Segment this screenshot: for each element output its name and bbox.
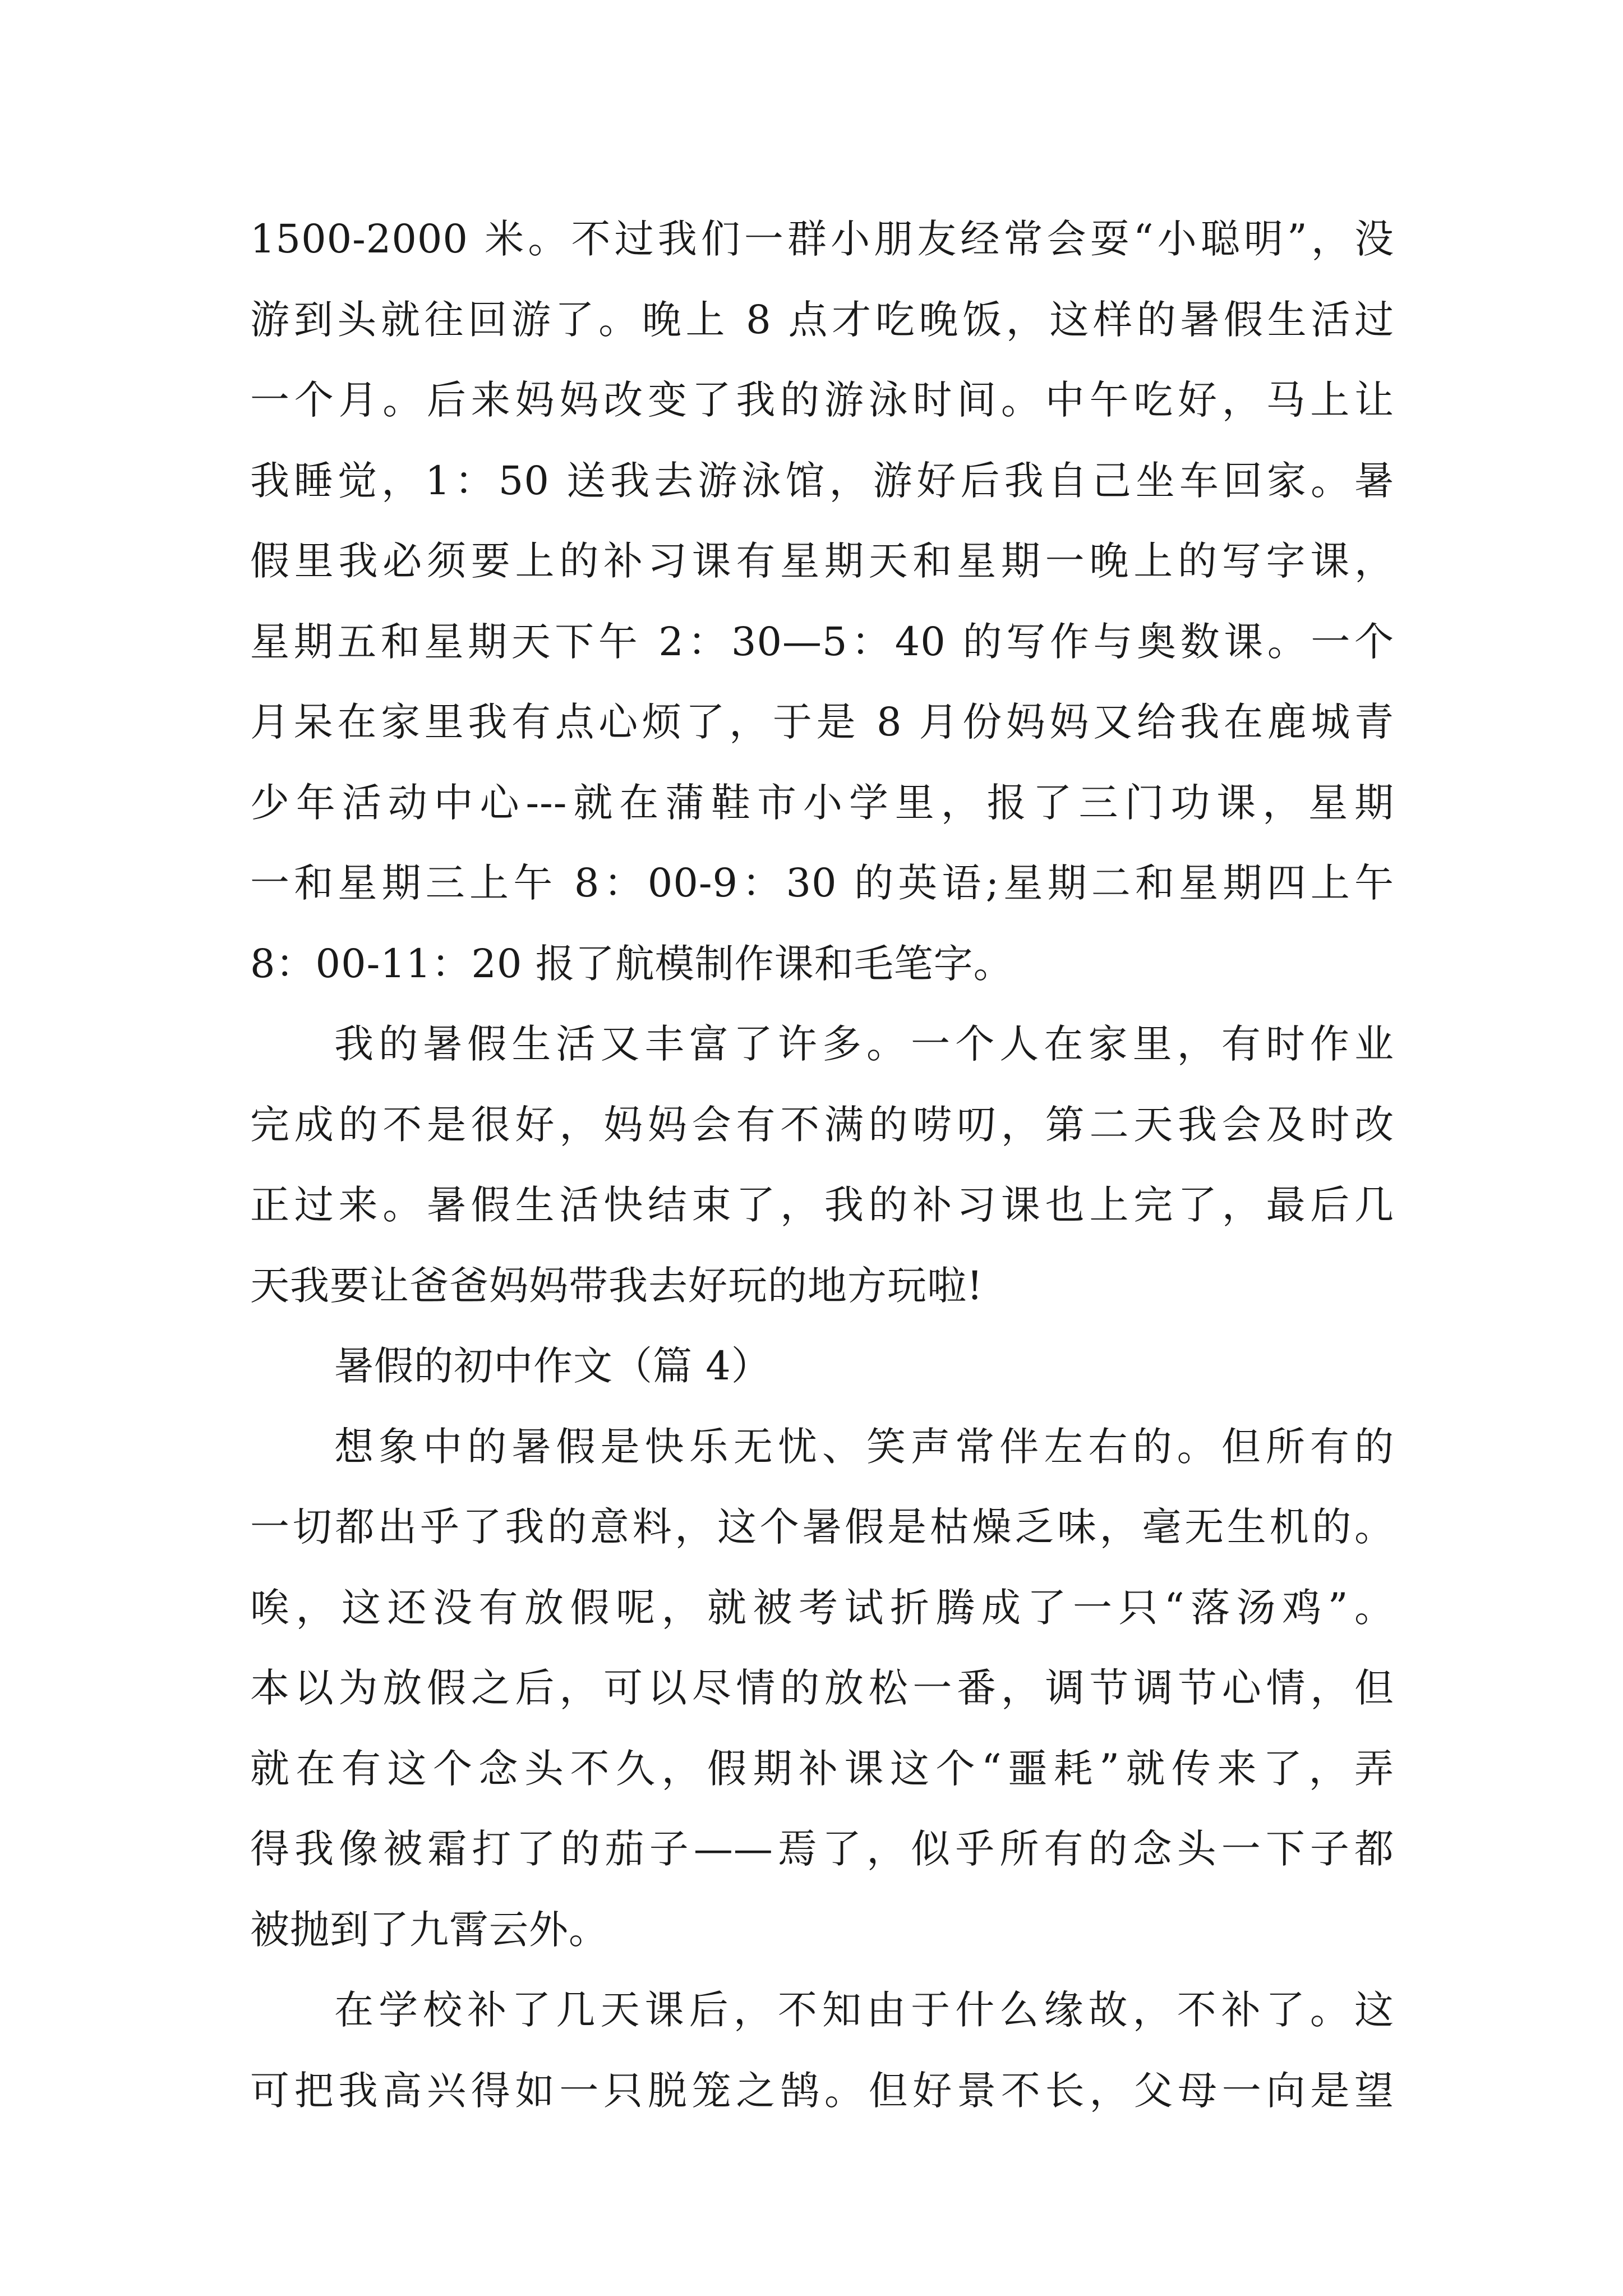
text-line: 我睡觉，1：50 送我去游泳馆，游好后我自己坐车回家。暑 (250, 457, 1394, 504)
text-line: 本以为放假之后，可以尽情的放松一番，调节调节心情，但 (250, 1665, 1394, 1711)
text-line: 月呆在家里我有点心烦了，于是 8 月份妈妈又给我在鹿城青 (250, 699, 1394, 745)
text-line: 可把我高兴得如一只脱笼之鹄。但好景不长，父母一向是望 (250, 2067, 1394, 2114)
paragraph-first-line: 我的暑假生活又丰富了许多。一个人在家里，有时作业 (334, 1021, 1394, 1067)
text-line: 完成的不是很好，妈妈会有不满的唠叨，第二天我会及时改 (250, 1101, 1394, 1148)
text-line: 天我要让爸爸妈妈带我去好玩的地方玩啦! (250, 1262, 984, 1309)
text-line: 唉，这还没有放假呢，就被考试折腾成了一只“落汤鸡”。 (250, 1584, 1394, 1631)
text-line: 一切都出乎了我的意料，这个暑假是枯燥乏味，毫无生机的。 (250, 1504, 1394, 1550)
text-line: 1500-2000 米。不过我们一群小朋友经常会耍“小聪明”，没 (250, 216, 1394, 262)
text-line: 少年活动中心---就在蒲鞋市小学里，报了三门功课，星期 (250, 779, 1394, 826)
text-line: 游到头就往回游了。晚上 8 点才吃晚饭，这样的暑假生活过 (250, 296, 1394, 343)
text-line: 得我像被霜打了的茄子——焉了，似乎所有的念头一下子都 (250, 1826, 1394, 1872)
text-line: 一和星期三上午 8：00-9：30 的英语;星期二和星期四上午 (250, 860, 1394, 906)
text-line: 8：00-11：20 报了航模制作课和毛笔字。 (250, 940, 1013, 987)
text-line: 就在有这个念头不久，假期补课这个“噩耗”就传来了，弄 (250, 1745, 1394, 1792)
text-line: 被抛到了九霄云外。 (250, 1906, 608, 1953)
text-line: 星期五和星期天下午 2：30—5：40 的写作与奥数课。一个 (250, 618, 1394, 665)
section-heading: 暑假的初中作文（篇 4） (334, 1343, 771, 1389)
paragraph-first-line: 想象中的暑假是快乐无忧、笑声常伴左右的。但所有的 (334, 1423, 1394, 1470)
document-body (250, 199, 1394, 2131)
text-line: 正过来。暑假生活快结束了，我的补习课也上完了，最后几 (250, 1182, 1394, 1228)
paragraph-first-line: 在学校补了几天课后，不知由于什么缘故，不补了。这 (334, 1987, 1394, 2033)
text-line: 假里我必须要上的补习课有星期天和星期一晚上的写字课， (250, 538, 1394, 584)
text-line: 一个月。后来妈妈改变了我的游泳时间。中午吃好，马上让 (250, 377, 1394, 423)
